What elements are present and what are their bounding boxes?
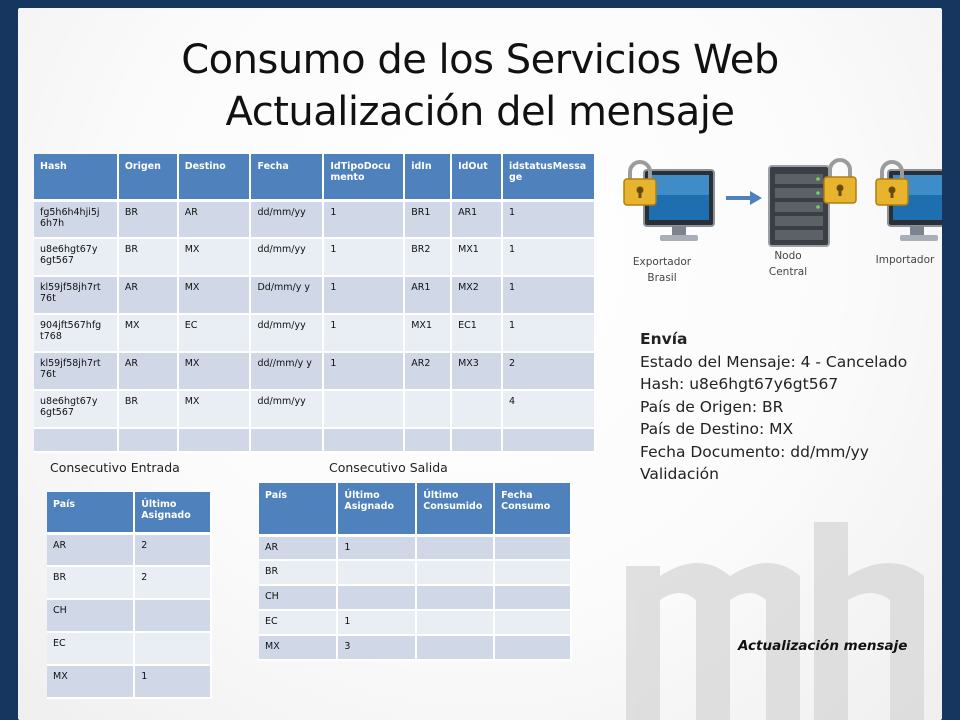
table-cell: BR bbox=[47, 566, 134, 599]
table-cell: EC1 bbox=[451, 314, 502, 352]
lock-icon bbox=[824, 160, 856, 203]
table-cell: dd/mm/yy bbox=[250, 314, 323, 352]
table-cell: EC bbox=[178, 314, 251, 352]
table-cell: MX bbox=[178, 276, 251, 314]
table-cell bbox=[34, 428, 118, 452]
table-cell: 1 bbox=[323, 200, 404, 238]
entrada-table bbox=[47, 492, 212, 699]
info-line: Estado del Mensaje: 4 - Cancelado bbox=[640, 352, 908, 371]
table-cell bbox=[494, 635, 571, 660]
table-cell: AR bbox=[259, 535, 337, 560]
table-cell bbox=[134, 632, 211, 665]
table-cell bbox=[451, 390, 502, 428]
column-header: Último Consumido bbox=[416, 483, 494, 535]
table-cell: AR bbox=[118, 276, 178, 314]
table-cell: CH bbox=[47, 599, 134, 632]
table-cell: 1 bbox=[323, 238, 404, 276]
table-cell: 1 bbox=[323, 352, 404, 390]
table-row bbox=[259, 635, 571, 660]
table-cell: 1 bbox=[323, 314, 404, 352]
table-cell: MX3 bbox=[451, 352, 502, 390]
table-cell bbox=[502, 428, 595, 452]
table-row bbox=[47, 632, 211, 665]
table-cell: BR bbox=[118, 238, 178, 276]
table-cell: dd//mm/y y bbox=[250, 352, 323, 390]
table-cell bbox=[250, 428, 323, 452]
table-row bbox=[34, 390, 595, 428]
table-row bbox=[259, 560, 571, 585]
table-cell bbox=[416, 635, 494, 660]
table-cell bbox=[416, 535, 494, 560]
info-line: País de Origen: BR bbox=[640, 397, 784, 416]
table-cell: MX bbox=[178, 390, 251, 428]
table-cell bbox=[494, 610, 571, 635]
table-row bbox=[34, 276, 595, 314]
table-cell bbox=[323, 390, 404, 428]
table-row bbox=[47, 665, 211, 698]
table-cell: 2 bbox=[134, 533, 211, 566]
slide-title bbox=[18, 34, 942, 138]
logo-watermark bbox=[618, 516, 942, 720]
table-cell: 1 bbox=[337, 610, 416, 635]
importador-label: Importador bbox=[875, 254, 935, 266]
table-cell: 1 bbox=[337, 535, 416, 560]
table-cell: 3 bbox=[337, 635, 416, 660]
table-cell bbox=[451, 428, 502, 452]
table-cell: fg5h6h4hji5j 6h7h bbox=[34, 200, 118, 238]
table-cell bbox=[323, 428, 404, 452]
table-row bbox=[47, 599, 211, 632]
info-line: País de Destino: MX bbox=[640, 420, 794, 438]
table-row bbox=[259, 610, 571, 635]
table-cell bbox=[404, 390, 451, 428]
table-cell: dd/mm/yy bbox=[250, 200, 323, 238]
table-header-row bbox=[47, 492, 211, 533]
column-header: Último Asignado bbox=[337, 483, 416, 535]
table-cell: BR bbox=[118, 200, 178, 238]
info-heading: Envía bbox=[640, 330, 688, 348]
column-header: IdOut bbox=[451, 154, 502, 200]
table-cell bbox=[337, 560, 416, 585]
table-cell: dd/mm/yy bbox=[250, 238, 323, 276]
column-header: País bbox=[47, 492, 134, 533]
table-cell: 2 bbox=[134, 566, 211, 599]
table-cell bbox=[416, 585, 494, 610]
table-row bbox=[34, 200, 595, 238]
nodo-central-label: Nodo Central bbox=[768, 250, 808, 278]
column-header: Último Asignado bbox=[134, 492, 211, 533]
table-cell: 1 bbox=[502, 314, 595, 352]
table-cell: 1 bbox=[134, 665, 211, 698]
table-cell: AR bbox=[47, 533, 134, 566]
table-cell: 4 bbox=[502, 390, 595, 428]
slide bbox=[18, 8, 942, 720]
table-row bbox=[259, 585, 571, 610]
table-cell: EC bbox=[259, 610, 337, 635]
table-cell: MX bbox=[259, 635, 337, 660]
column-header: Origen bbox=[118, 154, 178, 200]
table-cell: BR bbox=[259, 560, 337, 585]
table-cell bbox=[416, 560, 494, 585]
table-row bbox=[47, 566, 211, 599]
table-cell: 904jft567hfg t768 bbox=[34, 314, 118, 352]
table-cell: AR1 bbox=[451, 200, 502, 238]
salida-caption: Consecutivo Salida bbox=[329, 460, 448, 475]
table-cell bbox=[178, 428, 251, 452]
table-cell bbox=[494, 585, 571, 610]
table-cell: MX2 bbox=[451, 276, 502, 314]
table-cell: kl59jf58jh7rt 76t bbox=[34, 276, 118, 314]
table-row bbox=[34, 238, 595, 276]
table-cell bbox=[118, 428, 178, 452]
column-header: Hash bbox=[34, 154, 118, 200]
table-cell: 1 bbox=[502, 238, 595, 276]
table-row bbox=[34, 428, 595, 452]
table-cell bbox=[494, 535, 571, 560]
network-diagram bbox=[614, 158, 942, 258]
table-cell: MX1 bbox=[451, 238, 502, 276]
column-header: idIn bbox=[404, 154, 451, 200]
table-cell bbox=[416, 610, 494, 635]
table-row bbox=[34, 314, 595, 352]
table-cell bbox=[337, 585, 416, 610]
server-icon bbox=[769, 166, 829, 246]
table-cell: AR bbox=[178, 200, 251, 238]
title-line-1: Consumo de los Servicios Web bbox=[181, 37, 779, 83]
table-cell: BR1 bbox=[404, 200, 451, 238]
info-line: Fecha Documento: dd/mm/yy bbox=[640, 442, 869, 461]
table-cell: CH bbox=[259, 585, 337, 610]
table-cell: AR2 bbox=[404, 352, 451, 390]
salida-table bbox=[259, 483, 572, 661]
info-line: Validación bbox=[640, 465, 719, 483]
table-cell: MX bbox=[47, 665, 134, 698]
table-cell: u8e6hgt67y 6gt567 bbox=[34, 238, 118, 276]
table-row bbox=[47, 533, 211, 566]
arrow-right-icon bbox=[726, 191, 762, 205]
table-cell: 1 bbox=[323, 276, 404, 314]
column-header: Fecha Consumo bbox=[494, 483, 571, 535]
info-panel bbox=[640, 328, 940, 486]
table-cell: Dd/mm/y y bbox=[250, 276, 323, 314]
title-line-2: Actualización del mensaje bbox=[225, 89, 735, 135]
footer-label: Actualización mensaje bbox=[738, 638, 908, 654]
table-row bbox=[34, 352, 595, 390]
table-cell: AR1 bbox=[404, 276, 451, 314]
table-header-row bbox=[34, 154, 595, 200]
table-cell: MX1 bbox=[404, 314, 451, 352]
table-cell bbox=[134, 599, 211, 632]
column-header: IdTipoDocu mento bbox=[323, 154, 404, 200]
entrada-caption: Consecutivo Entrada bbox=[50, 460, 180, 475]
table-cell: MX bbox=[178, 238, 251, 276]
exportador-label: Exportador Brasil bbox=[632, 256, 692, 284]
column-header: Destino bbox=[178, 154, 251, 200]
table-cell: AR bbox=[118, 352, 178, 390]
lock-icon bbox=[624, 162, 656, 205]
column-header: idstatusMessa ge bbox=[502, 154, 595, 200]
table-header-row bbox=[259, 483, 571, 535]
table-cell: 2 bbox=[502, 352, 595, 390]
column-header: País bbox=[259, 483, 337, 535]
table-cell: BR2 bbox=[404, 238, 451, 276]
table-row bbox=[259, 535, 571, 560]
table-cell: 1 bbox=[502, 276, 595, 314]
table-cell: 1 bbox=[502, 200, 595, 238]
table-cell: dd/mm/yy bbox=[250, 390, 323, 428]
table-cell bbox=[404, 428, 451, 452]
info-line: Hash: u8e6hgt67y6gt567 bbox=[640, 375, 839, 393]
column-header: Fecha bbox=[250, 154, 323, 200]
table-cell bbox=[494, 560, 571, 585]
table-cell: u8e6hgt67y 6gt567 bbox=[34, 390, 118, 428]
table-cell: MX bbox=[178, 352, 251, 390]
table-cell: kl59jf58jh7rt 76t bbox=[34, 352, 118, 390]
messages-table bbox=[34, 154, 596, 453]
lock-icon bbox=[876, 162, 908, 205]
table-cell: BR bbox=[118, 390, 178, 428]
table-cell: MX bbox=[118, 314, 178, 352]
table-cell: EC bbox=[47, 632, 134, 665]
